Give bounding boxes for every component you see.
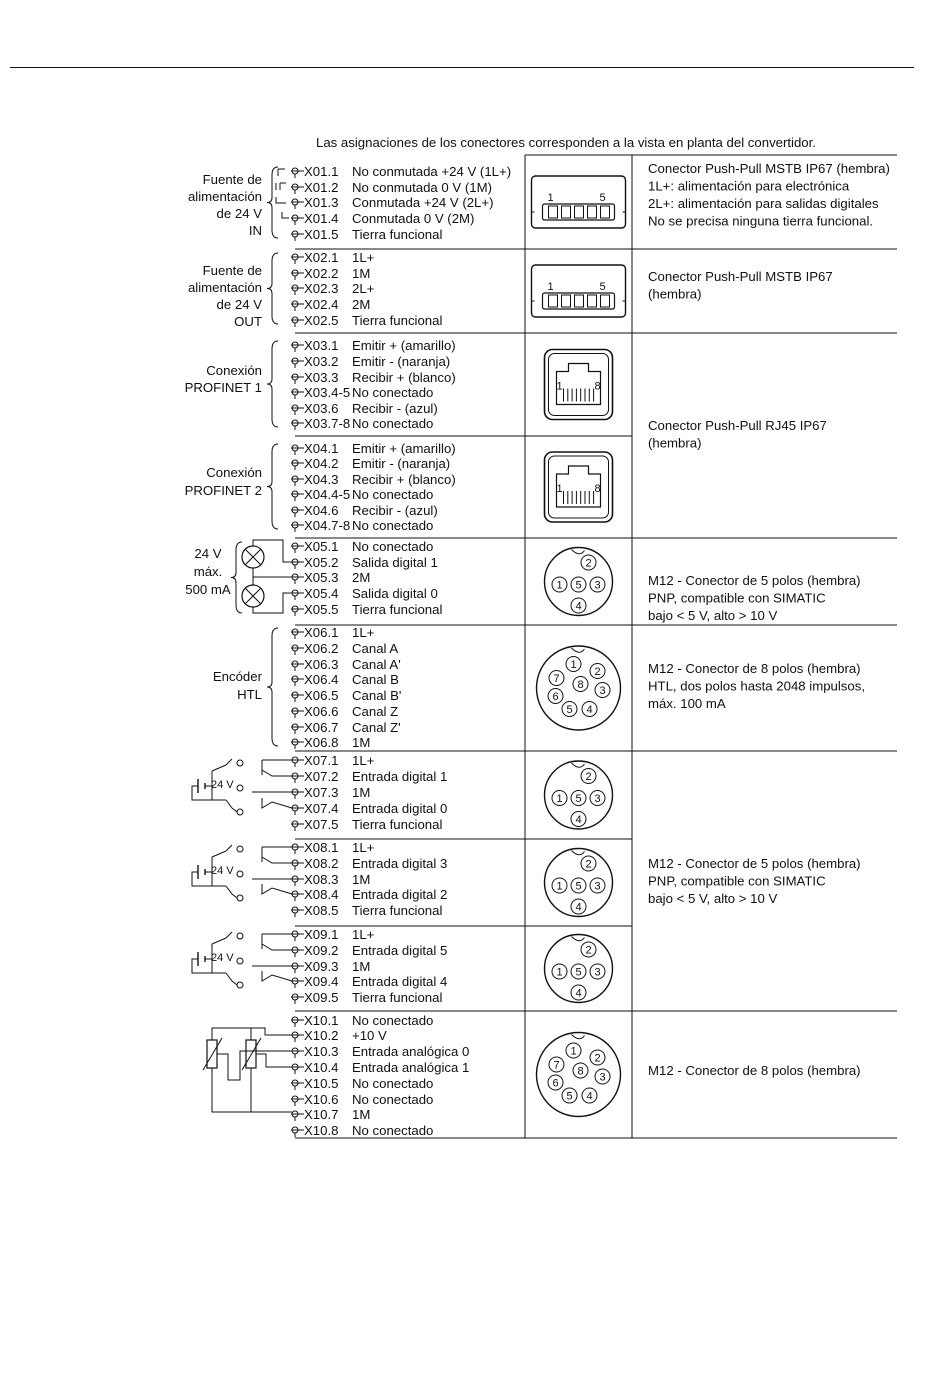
pin-label: No conectado (352, 1092, 434, 1107)
pin-id: X10.4 (304, 1060, 339, 1075)
rj45-connector-icon (545, 350, 613, 420)
pin-id: X07.3 (304, 785, 339, 800)
pin-id: X01.3 (304, 195, 339, 210)
pin-section (185, 539, 442, 617)
pin-label: 1M (352, 1107, 371, 1122)
switch-mark (282, 212, 289, 218)
pin-id: X04.4-5 (304, 487, 351, 502)
pin-number: 1 (556, 880, 563, 893)
pin-label: Tierra funcional (352, 313, 443, 328)
pin-label: 1L+ (352, 753, 375, 768)
pin-id: X07.5 (304, 817, 339, 832)
group-label: Conexión (206, 465, 262, 480)
pin-number: 1 (570, 1045, 577, 1058)
pin-number: 4 (586, 1090, 593, 1103)
pin-number: 8 (577, 1065, 584, 1078)
pin-number: 6 (552, 691, 559, 703)
connector-description: M12 - Conector de 8 polos (hembra) (648, 1063, 861, 1078)
connector-description: M12 - Conector de 5 polos (hembra) (648, 856, 861, 871)
pin-id: X02.4 (304, 297, 339, 312)
pin-id: X03.6 (304, 401, 339, 416)
pin-id: X09.5 (304, 990, 339, 1005)
pin-id: X03.4-5 (304, 385, 351, 400)
pin-id: X03.3 (304, 370, 339, 385)
wire-10v (212, 1028, 292, 1040)
group-label: OUT (234, 314, 262, 329)
mstb-pin (562, 206, 571, 218)
switch-contact (237, 871, 243, 877)
connector-image (545, 548, 613, 616)
pin-section (213, 625, 402, 750)
group-label: 500 mA (185, 582, 231, 597)
pin-number: 5 (599, 192, 606, 204)
wire-di (262, 770, 292, 776)
pin-id: X09.4 (304, 974, 339, 989)
pin-id: X08.4 (304, 887, 339, 902)
group-brace (267, 628, 278, 746)
pin-number: 3 (594, 579, 601, 592)
connector-description: bajo < 5 V, alto > 10 V (648, 891, 778, 906)
pin-id: X08.3 (304, 872, 339, 887)
connector-description: No se precisa ninguna tierra funcional. (648, 213, 874, 229)
pin-label: Entrada analógica 0 (352, 1044, 470, 1059)
pin-section (185, 338, 456, 431)
switch-contact (237, 846, 243, 852)
pin-number: 2 (585, 557, 592, 570)
pin-number: 1 (570, 659, 577, 671)
pin-label: 1M (352, 785, 371, 800)
pin-id: X05.4 (304, 586, 339, 601)
rj45-connector-icon (545, 452, 613, 522)
pin-number: 3 (594, 966, 601, 979)
pin-section (188, 164, 511, 242)
pin-section (291, 753, 447, 832)
pin-number: 1 (556, 380, 563, 393)
pin-section (291, 840, 447, 918)
connector-image (537, 646, 621, 730)
group-label: PROFINET 2 (184, 483, 262, 498)
pin-number: 5 (575, 880, 582, 893)
battery-icon (198, 952, 205, 966)
pin-id: X01.1 (304, 164, 339, 179)
pin-label: Canal A (352, 641, 399, 656)
pin-label: Canal Z (352, 704, 399, 719)
pin-number: 3 (594, 793, 601, 805)
lamp-circuit (242, 540, 292, 613)
pin-id: X10.6 (304, 1092, 339, 1107)
battery-label: 24 V (211, 952, 234, 964)
pin-id: X06.8 (304, 735, 339, 750)
pin-label: 2M (352, 570, 371, 585)
pin-label: 1M (352, 735, 371, 750)
pin-label: Tierra funcional (352, 602, 443, 617)
pin-id: X01.2 (304, 180, 339, 195)
pin-label: 1M (352, 266, 371, 281)
group-label: alimentación (187, 189, 262, 204)
pin-label: +10 V (352, 1028, 387, 1043)
mstb-pin (601, 295, 610, 307)
digital-input-circuit (192, 759, 292, 815)
pin-number: 3 (599, 1071, 606, 1084)
pin-number: 7 (553, 673, 560, 685)
pin-section (291, 1013, 469, 1138)
pin-section (185, 441, 456, 533)
group-brace (267, 341, 278, 427)
pin-id: X06.1 (304, 625, 339, 640)
pin-label: Entrada digital 5 (352, 943, 448, 958)
pin-id: X01.5 (304, 227, 339, 242)
pin-number: 8 (594, 483, 601, 495)
pin-section (291, 927, 447, 1005)
pin-number: 3 (599, 685, 606, 697)
pin-id: X10.1 (304, 1013, 339, 1028)
battery-label: 24 V (211, 779, 234, 791)
connector-description: Conector Push-Pull MSTB IP67 (hembra) (648, 161, 890, 176)
pin-label: Recibir - (azul) (352, 503, 438, 518)
lamp-wire (253, 568, 292, 585)
switch-mark (276, 183, 286, 190)
pin-label: Salida digital 1 (352, 555, 438, 570)
mstb-pin (562, 295, 571, 307)
switch-marks (276, 169, 289, 218)
switch-contact (237, 809, 243, 815)
switch-contact (237, 958, 243, 964)
switch-contact (237, 895, 243, 901)
group-label: alimentación (187, 280, 262, 295)
connector-description: bajo < 5 V, alto > 10 V (648, 608, 778, 623)
connector-image (545, 761, 613, 829)
pin-number: 2 (585, 771, 592, 783)
pin-number: 4 (575, 600, 582, 613)
pin-label: Canal A' (352, 657, 401, 672)
wire-ai0 (217, 1051, 292, 1080)
pin-id: X04.7-8 (304, 518, 351, 533)
pin-id: X10.7 (304, 1107, 339, 1122)
group-label: de 24 V (216, 297, 262, 312)
battery-icon (198, 779, 205, 793)
pin-id: X06.3 (304, 657, 339, 672)
pin-id: X01.4 (304, 211, 339, 226)
pin-id: X02.1 (304, 250, 339, 265)
pin-id: X05.5 (304, 602, 339, 617)
pin-id: X04.3 (304, 472, 339, 487)
pin-id: X07.4 (304, 801, 339, 816)
pin-id: X09.3 (304, 959, 339, 974)
connector-description: 2L+: alimentación para salidas digitales (648, 196, 879, 211)
pin-label: No conectado (352, 1123, 434, 1138)
wire-di (262, 884, 292, 894)
connector-image (545, 935, 613, 1003)
connector-description: M12 - Conector de 5 polos (hembra) (648, 573, 861, 588)
pin-number: 1 (556, 793, 563, 805)
mstb-pin (575, 295, 584, 307)
mstb-pin (575, 206, 584, 218)
pin-id: X03.1 (304, 338, 339, 353)
pin-label: No conectado (352, 518, 434, 533)
pin-number: 1 (547, 281, 554, 293)
pin-label: 1M (352, 959, 371, 974)
pin-number: 5 (566, 1090, 573, 1103)
connector-image (532, 265, 626, 317)
pin-id: X10.8 (304, 1123, 339, 1138)
pin-id: X08.5 (304, 903, 339, 918)
pin-number: 5 (599, 281, 606, 293)
pin-id: X10.3 (304, 1044, 339, 1059)
connector-description: (hembra) (648, 435, 702, 451)
pin-label: Tierra funcional (352, 227, 443, 242)
pin-label: Emitir - (naranja) (352, 354, 451, 369)
pin-number: 8 (577, 679, 584, 691)
wire-di (262, 971, 292, 981)
connector-image (545, 350, 613, 420)
pin-id: X10.2 (304, 1028, 339, 1043)
pin-label: Entrada analógica 1 (352, 1060, 470, 1075)
mstb-pin (588, 206, 597, 218)
switch-contact (237, 982, 243, 988)
mstb-pin (588, 295, 597, 307)
group-label: Encóder (212, 669, 262, 684)
pin-id: X05.3 (304, 570, 339, 585)
pin-number: 5 (566, 704, 573, 716)
group-label: IN (248, 223, 262, 238)
wire-ai1 (256, 1054, 292, 1067)
connector-image (545, 849, 613, 917)
group-label: 24 V (194, 546, 222, 561)
connector-description: (hembra) (648, 286, 702, 302)
pin-id: X04.1 (304, 441, 339, 456)
pin-label: No conectado (352, 385, 434, 400)
pin-id: X04.2 (304, 456, 339, 471)
pin-id: X04.6 (304, 503, 339, 518)
pin-label: Canal Z' (352, 720, 401, 735)
mstb-pin (601, 206, 610, 218)
pin-id: X03.7-8 (304, 416, 351, 431)
pin-id: X02.2 (304, 266, 339, 281)
digital-input-circuit (192, 932, 292, 988)
pin-number: 5 (575, 793, 582, 805)
group-brace (231, 542, 242, 613)
connector-image (532, 176, 626, 228)
pin-label: Canal B (352, 672, 399, 687)
pin-number: 2 (594, 666, 601, 678)
wire-di (262, 798, 292, 808)
pin-label: Emitir + (amarillo) (352, 338, 456, 353)
pin-number: 1 (556, 483, 563, 495)
connector-image (537, 1033, 621, 1117)
pin-label: 2M (352, 297, 371, 312)
pin-id: X08.1 (304, 840, 339, 855)
pin-label: Tierra funcional (352, 817, 443, 832)
group-label: PROFINET 1 (184, 380, 262, 395)
pin-label: No conectado (352, 1076, 434, 1091)
connector-description: M12 - Conector de 8 polos (hembra) (648, 661, 861, 676)
pin-number: 4 (575, 987, 582, 1000)
pin-label: Emitir + (amarillo) (352, 441, 456, 456)
pin-label: No conectado (352, 416, 434, 431)
pin-id: X07.2 (304, 769, 339, 784)
pin-label: Tierra funcional (352, 903, 443, 918)
pin-id: X08.2 (304, 856, 339, 871)
group-label: HTL (237, 687, 262, 702)
switch-mark (278, 169, 285, 176)
diagram-caption: Las asignaciones de los conectores corresponden a la vista en planta del convertidor. (316, 135, 816, 150)
group-label: Fuente de (202, 263, 262, 278)
pin-number: 1 (556, 579, 563, 592)
connector-image (545, 452, 613, 522)
switch-mark (276, 197, 286, 203)
switch-contact (237, 760, 243, 766)
connector-description: máx. 100 mA (648, 696, 726, 711)
pin-label: Conmutada +24 V (2L+) (352, 195, 494, 210)
pin-label: Emitir - (naranja) (352, 456, 451, 471)
connector-description: PNP, compatible con SIMATIC (648, 590, 826, 606)
pin-label: 2L+ (352, 281, 375, 296)
pin-number: 4 (586, 704, 593, 716)
pin-id: X10.5 (304, 1076, 339, 1091)
pin-id: X06.2 (304, 641, 339, 656)
pin-number: 8 (594, 380, 601, 393)
connector-description: Conector Push-Pull RJ45 IP67 (648, 418, 827, 433)
pin-number: 7 (553, 1059, 560, 1072)
group-label: Conexión (206, 363, 262, 378)
pin-label: No conmutada 0 V (1M) (352, 180, 492, 195)
pin-id: X09.2 (304, 943, 339, 958)
pin-number: 4 (575, 901, 582, 914)
pin-label: Entrada digital 3 (352, 856, 448, 871)
pin-label: 1L+ (352, 927, 375, 942)
pin-id: X05.2 (304, 555, 339, 570)
pin-label: 1L+ (352, 250, 375, 265)
pin-label: Entrada digital 2 (352, 887, 448, 902)
pin-label: No conectado (352, 1013, 434, 1028)
pin-label: 1M (352, 872, 371, 887)
pin-label: No conmutada +24 V (1L+) (352, 164, 512, 179)
pin-number: 3 (594, 880, 601, 893)
pin-number: 5 (575, 966, 582, 979)
pin-label: Entrada digital 1 (352, 769, 448, 784)
pin-label: Recibir + (blanco) (352, 370, 456, 385)
connector-description: HTL, dos polos hasta 2048 impulsos, (648, 678, 865, 694)
mstb-pin (549, 295, 558, 307)
pin-number: 1 (556, 966, 563, 979)
pin-label: Canal B' (352, 688, 402, 703)
wire-1m (212, 1068, 292, 1112)
group-brace (267, 444, 278, 529)
battery-icon (198, 865, 205, 879)
pin-number: 6 (552, 1077, 559, 1090)
pin-label: 1L+ (352, 840, 375, 855)
group-brace (267, 253, 278, 324)
pin-id: X06.5 (304, 688, 339, 703)
pin-number: 2 (585, 858, 592, 871)
pin-id: X03.2 (304, 354, 339, 369)
description-column (648, 161, 890, 1078)
group-label: de 24 V (216, 206, 262, 221)
connector-description: PNP, compatible con SIMATIC (648, 873, 826, 889)
switch-contact (237, 785, 243, 791)
pin-id: X02.3 (304, 281, 339, 296)
pin-id: X05.1 (304, 539, 339, 554)
connector-description: 1L+: alimentación para electrónica (648, 178, 850, 194)
potentiometer-arrow (203, 1038, 261, 1070)
pin-id: X09.1 (304, 927, 339, 942)
pin-number: 4 (575, 814, 582, 826)
pin-label: 1L+ (352, 625, 375, 640)
pin-id: X07.1 (304, 753, 339, 768)
pin-label: Salida digital 0 (352, 586, 438, 601)
group-label: Fuente de (202, 172, 262, 187)
pin-label: Tierra funcional (352, 990, 443, 1005)
pin-id: X06.6 (304, 704, 339, 719)
digital-input-circuit (192, 845, 292, 901)
pin-id: X06.7 (304, 720, 339, 735)
pin-label: Recibir + (blanco) (352, 472, 456, 487)
pin-label: Entrada digital 4 (352, 974, 448, 989)
mstb-pin (549, 206, 558, 218)
potentiometer-circuit (203, 1028, 292, 1112)
connector-description: Conector Push-Pull MSTB IP67 (648, 269, 833, 284)
battery-label: 24 V (211, 865, 234, 877)
pin-number: 2 (585, 944, 592, 957)
wire-di (262, 857, 292, 863)
pin-number: 5 (575, 579, 582, 592)
pin-id: X06.4 (304, 672, 339, 687)
pin-label: Conmutada 0 V (2M) (352, 211, 475, 226)
pin-label: No conectado (352, 539, 434, 554)
wire-di (262, 944, 292, 950)
pin-label: No conectado (352, 487, 434, 502)
switch-contact (237, 933, 243, 939)
pin-label: Entrada digital 0 (352, 801, 448, 816)
pin-id: X02.5 (304, 313, 339, 328)
pin-number: 2 (594, 1052, 601, 1065)
pin-section (188, 250, 443, 329)
pin-label: Recibir - (azul) (352, 401, 438, 416)
group-label: máx. (193, 564, 223, 579)
connector-images (532, 176, 626, 1117)
pin-number: 1 (547, 192, 554, 204)
